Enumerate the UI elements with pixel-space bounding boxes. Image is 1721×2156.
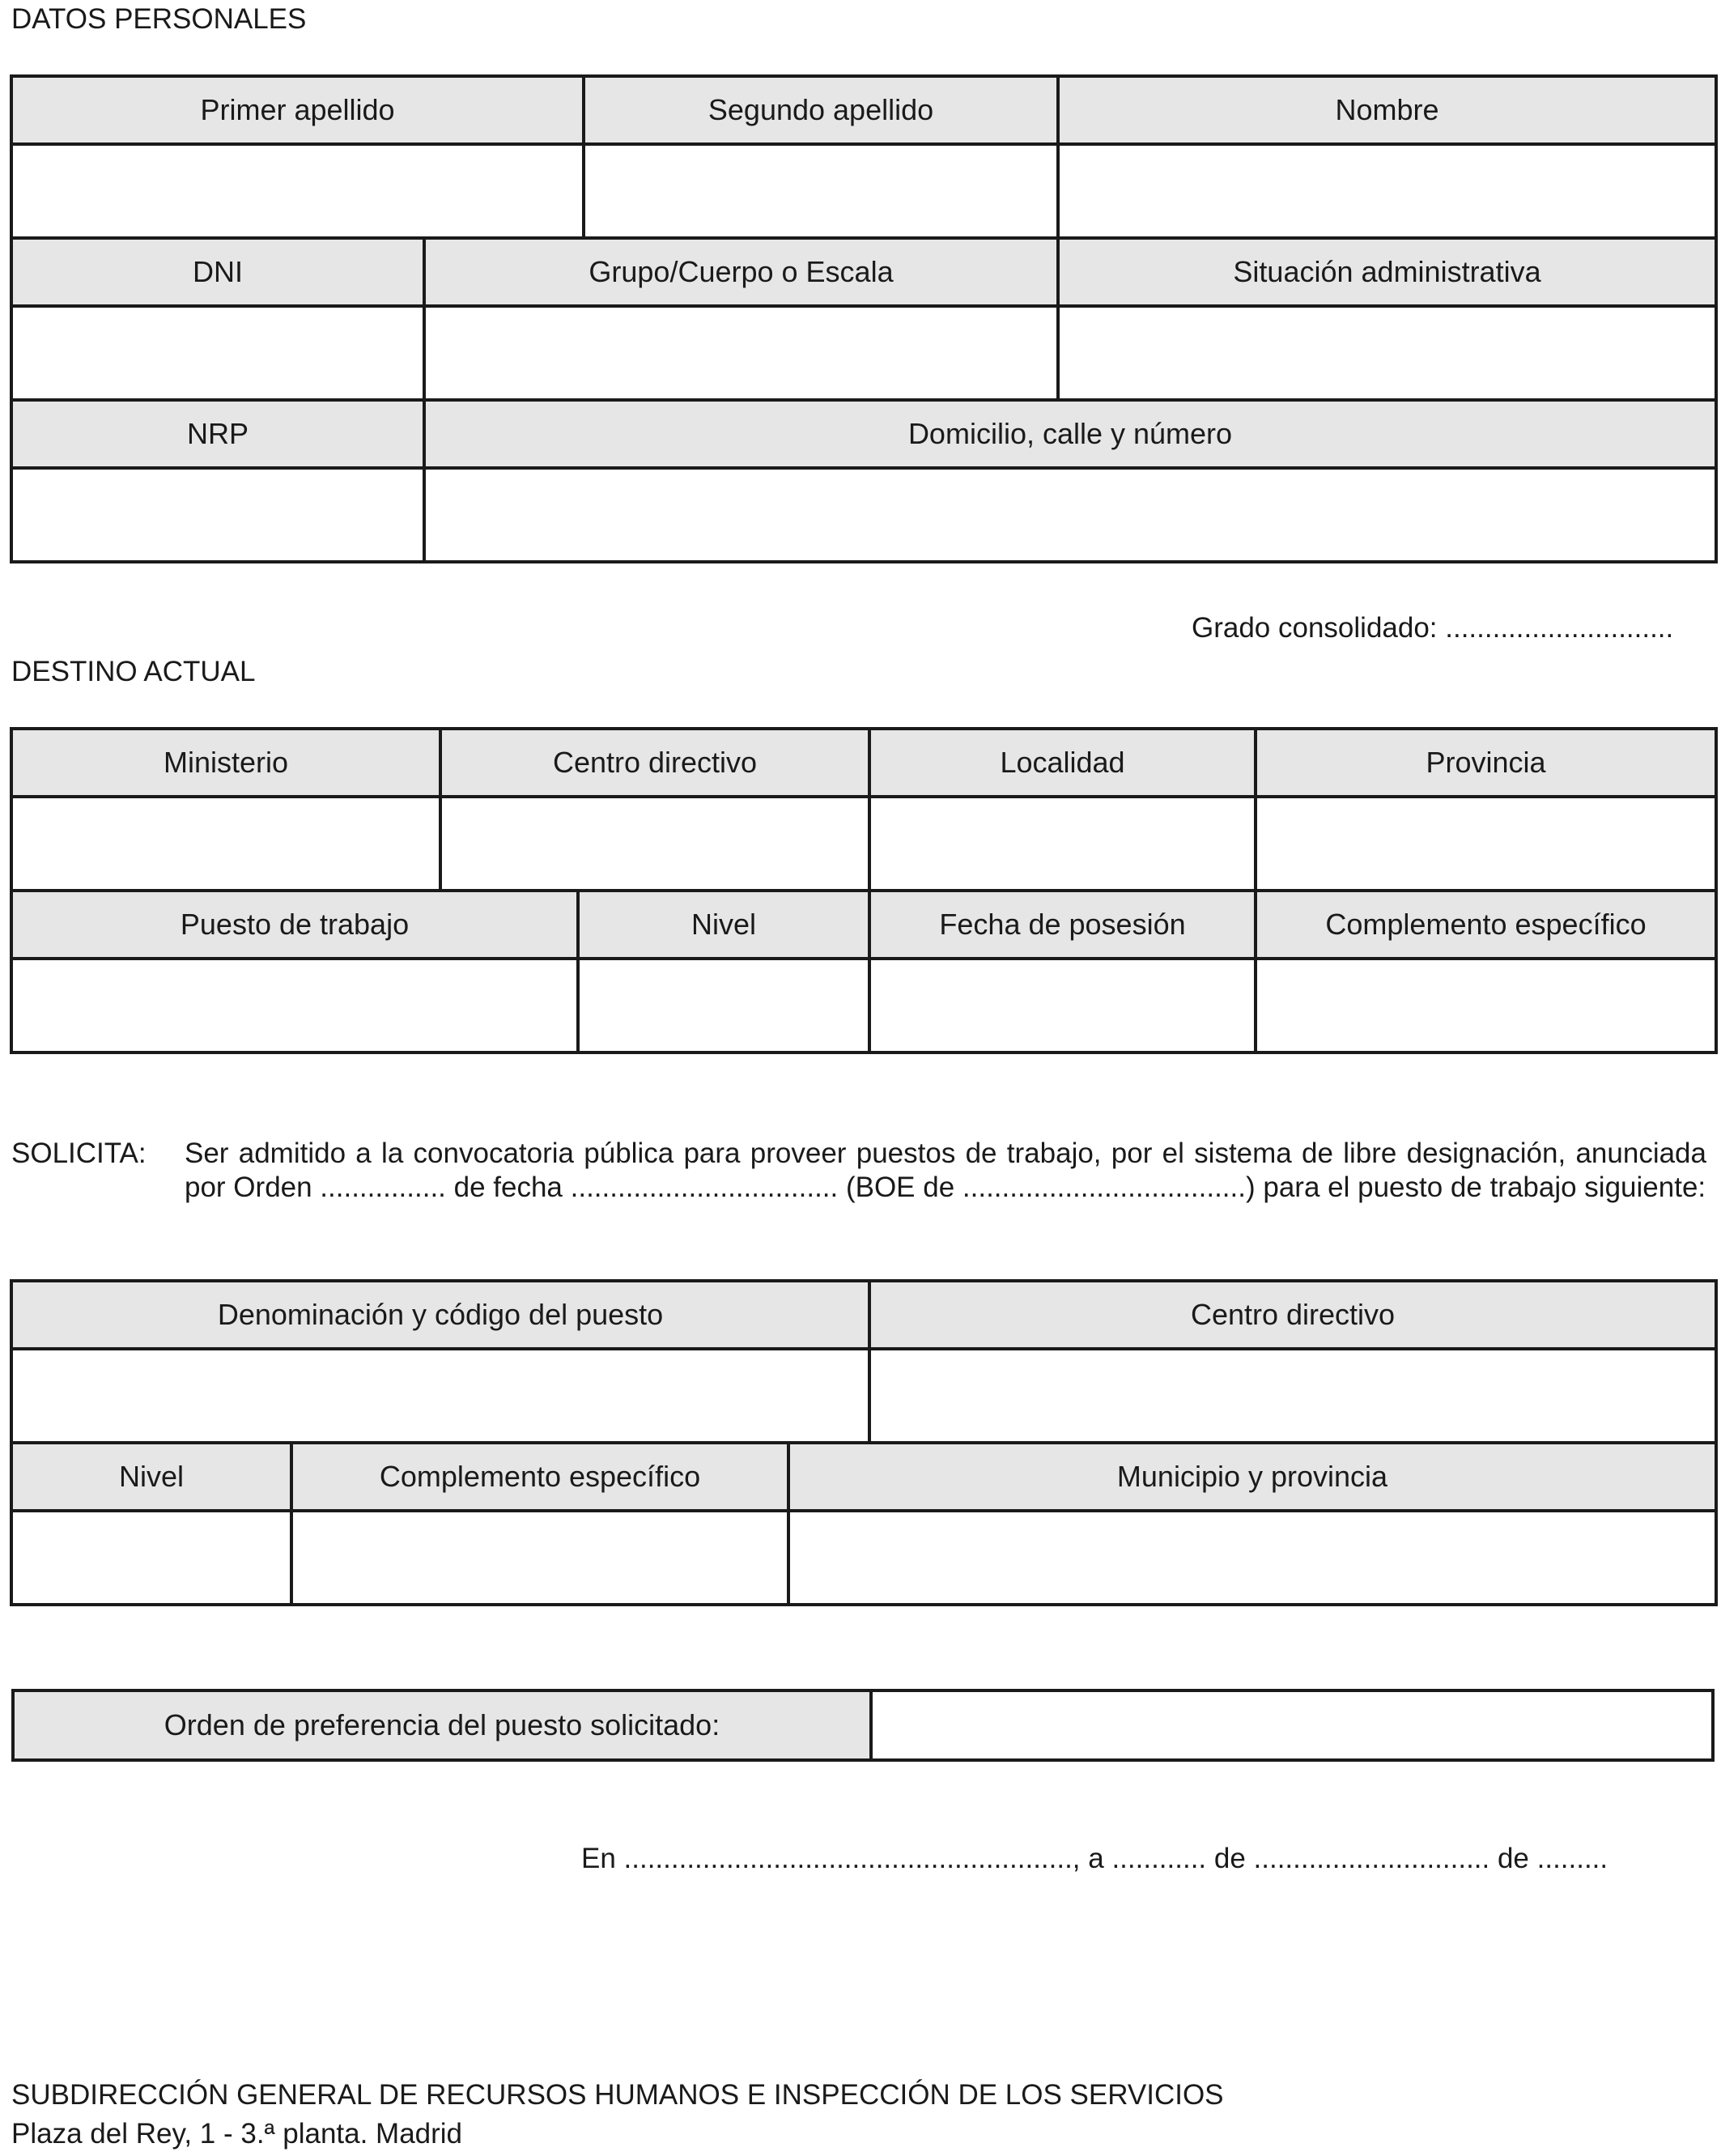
field-centro-directivo-solicitado[interactable] [869,1349,1716,1443]
header-orden-preferencia: Orden de preferencia del puesto solicitado: [13,1690,871,1760]
field-situacion-administrativa[interactable] [1058,306,1716,400]
field-provincia[interactable] [1256,797,1716,891]
header-nivel-solicitado: Nivel [11,1443,291,1511]
field-orden-preferencia[interactable] [871,1690,1713,1760]
header-ministerio: Ministerio [11,729,440,797]
header-centro-directivo-solicitado: Centro directivo [869,1281,1716,1349]
section-title-destino-actual: DESTINO ACTUAL [11,656,256,687]
header-situacion-administrativa: Situación administrativa [1058,238,1716,306]
field-nivel-solicitado[interactable] [11,1511,291,1605]
footer-direccion: Plaza del Rey, 1 - 3.ª planta. Madrid [11,2118,463,2150]
header-segundo-apellido: Segundo apellido [584,76,1058,144]
destino-actual-table [10,727,1718,1054]
field-centro-directivo[interactable] [440,797,869,891]
field-denominacion-codigo[interactable] [11,1349,869,1443]
preferencia-table [11,1689,1715,1762]
header-provincia: Provincia [1256,729,1716,797]
field-localidad[interactable] [869,797,1256,891]
header-complemento-especifico: Complemento específico [1256,891,1716,959]
grado-consolidado: Grado consolidado: ............................. [1192,612,1674,644]
footer-organismo: SUBDIRECCIÓN GENERAL DE RECURSOS HUMANOS E INSPECCIÓN DE LOS SERVICIOS [11,2079,1224,2111]
field-nrp[interactable] [11,468,424,562]
header-fecha-posesion: Fecha de posesión [869,891,1256,959]
field-grupo-cuerpo[interactable] [424,306,1058,400]
personal-data-table [10,74,1718,563]
lugar-fecha-line: En ........................................................., a ............ de .............................. de ......... [581,1843,1608,1874]
header-domicilio: Domicilio, calle y número [424,400,1716,468]
field-fecha-posesion[interactable] [869,959,1256,1052]
field-segundo-apellido[interactable] [584,144,1058,238]
field-nivel[interactable] [578,959,869,1052]
field-municipio-provincia[interactable] [788,1511,1716,1605]
header-centro-directivo: Centro directivo [440,729,869,797]
header-dni: DNI [11,238,424,306]
header-primer-apellido: Primer apellido [11,76,584,144]
header-municipio-provincia: Municipio y provincia [788,1443,1716,1511]
field-puesto-de-trabajo[interactable] [11,959,578,1052]
field-nombre[interactable] [1058,144,1716,238]
header-grupo-cuerpo: Grupo/Cuerpo o Escala [424,238,1058,306]
header-nombre: Nombre [1058,76,1716,144]
section-title-datos-personales: DATOS PERSONALES [11,3,307,35]
solicita-text: Ser admitido a la convocatoria pública para proveer puestos de trabajo, por el sistema de libre designación, anunciada por Orden ................ de fecha .................................. (BOE de ....................................) para el puesto de trabajo siguiente: [185,1138,1706,1203]
header-nivel: Nivel [578,891,869,959]
field-ministerio[interactable] [11,797,440,891]
field-primer-apellido[interactable] [11,144,584,238]
header-nrp: NRP [11,400,424,468]
header-complemento-especifico-solicitado: Complemento específico [291,1443,788,1511]
field-dni[interactable] [11,306,424,400]
field-complemento-especifico[interactable] [1256,959,1716,1052]
header-puesto-de-trabajo: Puesto de trabajo [11,891,578,959]
field-complemento-especifico-solicitado[interactable] [291,1511,788,1605]
solicita-label: SOLICITA: [11,1138,147,1169]
header-localidad: Localidad [869,729,1256,797]
field-domicilio[interactable] [424,468,1716,562]
header-denominacion-codigo: Denominación y código del puesto [11,1281,869,1349]
puesto-solicitado-table [10,1279,1718,1606]
